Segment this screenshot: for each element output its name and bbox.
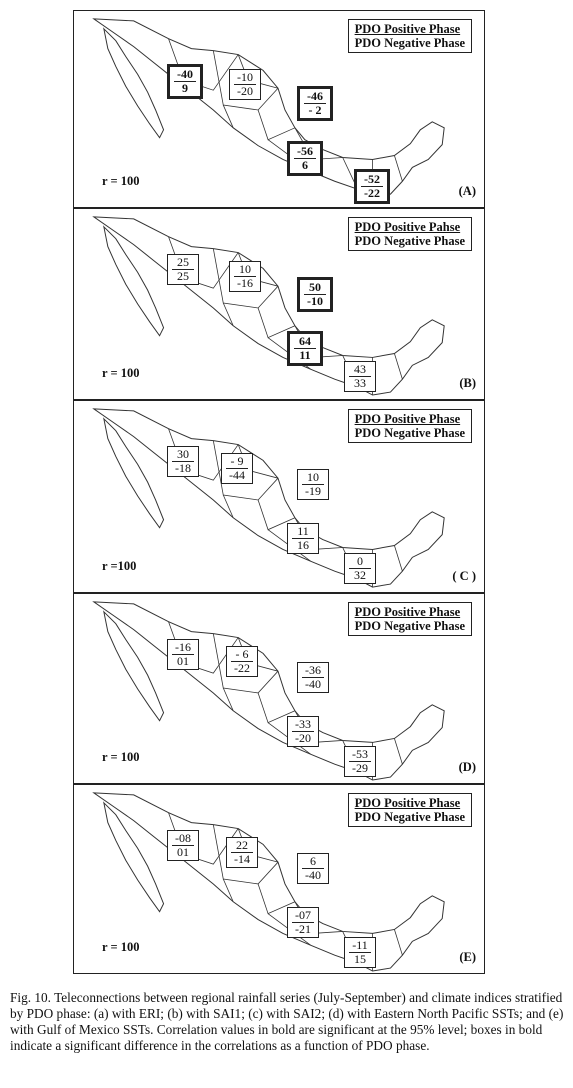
map-panel-d xyxy=(73,593,485,784)
r-scale-label: r = 100 xyxy=(102,174,140,188)
correlation-box xyxy=(287,523,319,554)
map-panel-b xyxy=(73,208,485,400)
positive-phase-value: 30 xyxy=(172,448,194,462)
panel-label: (E) xyxy=(459,950,476,964)
positive-phase-value: 11 xyxy=(292,525,314,539)
state-border xyxy=(223,303,233,326)
negative-phase-value: 01 xyxy=(177,845,189,859)
positive-phase-value: -53 xyxy=(349,748,371,762)
correlation-box xyxy=(167,446,199,477)
r-scale-label: r = 100 xyxy=(102,940,140,954)
positive-phase-value: 43 xyxy=(349,363,371,377)
positive-phase-value: -33 xyxy=(292,718,314,732)
correlation-box xyxy=(221,453,253,484)
legend-positive-phase: PDO Positive Phase xyxy=(354,605,461,619)
baja-california-outline xyxy=(104,29,164,138)
negative-phase-value: 11 xyxy=(299,348,311,362)
positive-phase-value: 50 xyxy=(304,281,326,295)
legend-negative-phase: PDO Negative Phase xyxy=(354,619,465,633)
state-border xyxy=(394,545,402,571)
correlation-box xyxy=(344,746,376,777)
state-border xyxy=(394,929,402,955)
negative-phase-value: -44 xyxy=(229,468,245,482)
negative-phase-value: 32 xyxy=(354,568,366,582)
negative-phase-value: 16 xyxy=(297,538,309,552)
legend-positive-phase: PDO Positive Phase xyxy=(354,412,461,426)
panel-label: (A) xyxy=(458,184,476,198)
negative-phase-value: 9 xyxy=(182,81,188,95)
positive-phase-value: - 9 xyxy=(226,455,248,469)
pdo-legend xyxy=(348,409,472,443)
correlation-box xyxy=(287,716,319,747)
positive-phase-value: 22 xyxy=(231,839,253,853)
baja-california-outline xyxy=(104,419,164,528)
panel-label: (D) xyxy=(458,760,476,774)
negative-phase-value: -22 xyxy=(364,186,380,200)
correlation-box xyxy=(344,553,376,584)
negative-phase-value: - 2 xyxy=(308,103,322,117)
negative-phase-value: -22 xyxy=(234,661,250,675)
positive-phase-value: 0 xyxy=(349,555,371,569)
correlation-box xyxy=(229,261,261,292)
legend-negative-phase: PDO Negative Phase xyxy=(354,810,465,824)
positive-phase-value: 6 xyxy=(302,855,324,869)
negative-phase-value: -20 xyxy=(295,731,311,745)
state-border xyxy=(394,738,402,764)
pdo-legend xyxy=(348,19,472,53)
legend-positive-phase: PDO Positive Phase xyxy=(354,22,461,36)
pdo-legend xyxy=(348,793,472,827)
correlation-box xyxy=(226,646,258,677)
correlation-box xyxy=(287,907,319,938)
correlation-box xyxy=(167,64,203,99)
negative-phase-value: 15 xyxy=(354,952,366,966)
negative-phase-value: -20 xyxy=(237,84,253,98)
correlation-box xyxy=(297,853,329,884)
legend-positive-phase: PDO Positive Phase xyxy=(354,796,461,810)
r-scale-label: r =100 xyxy=(102,559,137,573)
correlation-box xyxy=(167,639,199,670)
positive-phase-value: - 6 xyxy=(231,648,253,662)
correlation-box xyxy=(297,469,329,500)
positive-phase-value: 10 xyxy=(234,263,256,277)
legend-negative-phase: PDO Negative Phase xyxy=(354,234,465,248)
correlation-box xyxy=(354,169,390,204)
correlation-box xyxy=(167,254,199,285)
panel-label: ( C ) xyxy=(452,569,476,583)
pdo-legend xyxy=(348,602,472,636)
positive-phase-value: 25 xyxy=(172,256,194,270)
correlation-box xyxy=(344,937,376,968)
state-border xyxy=(223,105,233,128)
negative-phase-value: -40 xyxy=(305,868,321,882)
positive-phase-value: -07 xyxy=(292,909,314,923)
correlation-box xyxy=(226,837,258,868)
legend-positive-phase: PDO Positive Pahse xyxy=(354,220,461,234)
positive-phase-value: -40 xyxy=(174,68,196,82)
negative-phase-value: -19 xyxy=(305,484,321,498)
baja-california-outline xyxy=(104,612,164,721)
pdo-legend xyxy=(348,217,472,251)
negative-phase-value: 01 xyxy=(177,654,189,668)
state-border xyxy=(223,688,233,711)
positive-phase-value: -46 xyxy=(304,90,326,104)
negative-phase-value: -18 xyxy=(175,461,191,475)
state-border xyxy=(223,495,233,518)
map-panel-e xyxy=(73,784,485,974)
negative-phase-value: -40 xyxy=(305,677,321,691)
map-panel-c xyxy=(73,400,485,593)
negative-phase-value: -16 xyxy=(237,276,253,290)
baja-california-outline xyxy=(104,227,164,336)
positive-phase-value: -52 xyxy=(361,173,383,187)
positive-phase-value: -08 xyxy=(172,832,194,846)
panel-label: (B) xyxy=(459,376,476,390)
state-border xyxy=(223,879,233,902)
correlation-box xyxy=(297,277,333,312)
correlation-box xyxy=(344,361,376,392)
state-border xyxy=(394,156,402,182)
positive-phase-value: -11 xyxy=(349,939,371,953)
negative-phase-value: -14 xyxy=(234,852,250,866)
negative-phase-value: -21 xyxy=(295,922,311,936)
state-border xyxy=(258,110,295,140)
legend-negative-phase: PDO Negative Phase xyxy=(354,36,465,50)
correlation-box xyxy=(229,69,261,100)
positive-phase-value: 10 xyxy=(302,471,324,485)
negative-phase-value: 25 xyxy=(177,269,189,283)
positive-phase-value: -56 xyxy=(294,145,316,159)
correlation-box xyxy=(297,86,333,121)
state-border xyxy=(394,353,402,379)
negative-phase-value: 33 xyxy=(354,376,366,390)
positive-phase-value: -10 xyxy=(234,71,256,85)
negative-phase-value: 6 xyxy=(302,158,308,172)
correlation-box xyxy=(297,662,329,693)
correlation-box xyxy=(287,331,323,366)
map-panel-a xyxy=(73,10,485,208)
r-scale-label: r = 100 xyxy=(102,366,140,380)
r-scale-label: r = 100 xyxy=(102,750,140,764)
negative-phase-value: -10 xyxy=(307,294,323,308)
caption-text: Fig. 10. Teleconnections between regional rainfall series (July-September) and climate indices stratified by PDO phase: (a) with ERI; (b) with SAI1; (c) with SAI2; (d) with Eastern North Pacific SSTs; and (e) with Gulf of Mexico SSTs. Correlation values in bold are significant at the 95% level; boxes in bold indicate a significant difference in the correlations as a function of PDO phase. xyxy=(10,990,564,1053)
positive-phase-value: -36 xyxy=(302,664,324,678)
correlation-box xyxy=(167,830,199,861)
baja-california-outline xyxy=(104,803,164,912)
positive-phase-value: 64 xyxy=(294,335,316,349)
legend-negative-phase: PDO Negative Phase xyxy=(354,426,465,440)
figure-caption xyxy=(10,990,565,1054)
negative-phase-value: -29 xyxy=(352,761,368,775)
positive-phase-value: -16 xyxy=(172,641,194,655)
correlation-box xyxy=(287,141,323,176)
